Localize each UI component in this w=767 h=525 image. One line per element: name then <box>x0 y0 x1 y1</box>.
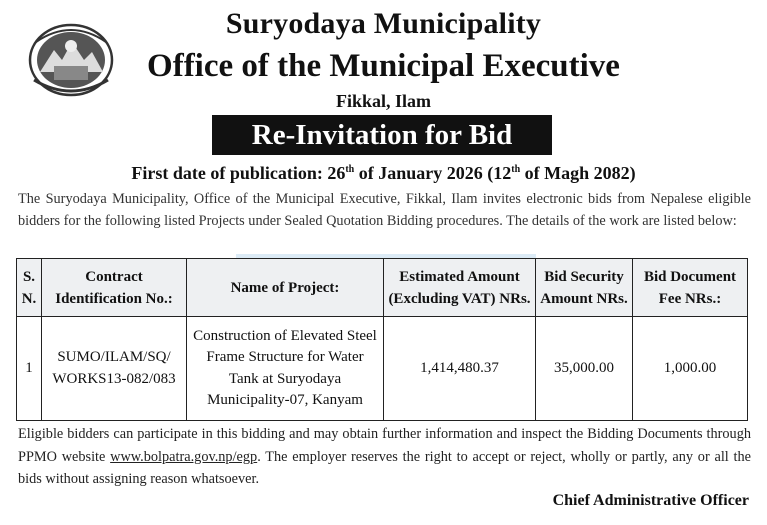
header-estimated-amount: Estimated Amount (Excluding VAT) NRs. <box>384 259 536 317</box>
cell-contract-id: SUMO/ILAM/SQ/ WORKS13-082/083 <box>42 317 187 421</box>
publication-nepali-suffix: th <box>511 164 521 175</box>
signatory-title: Chief Administrative Officer <box>552 492 749 509</box>
header-document-fee: Bid Document Fee NRs.: <box>633 259 748 317</box>
table-header-row <box>17 259 748 317</box>
header-bid-security: Bid Security Amount NRs. <box>536 259 633 317</box>
header-project-name: Name of Project: <box>187 259 384 317</box>
office-name: Office of the Municipal Executive <box>147 48 620 84</box>
cell-project-name: Construction of Elevated Steel Frame Structure for Water Tank at Suryodaya Municipality-07, Kanyam <box>187 317 384 421</box>
publication-date-end: of Magh 2082) <box>520 163 636 183</box>
publication-date-prefix: First date of publication: 26 <box>131 163 346 183</box>
bid-details-table <box>16 258 748 421</box>
cell-sn: 1 <box>17 317 42 421</box>
cell-estimated-amount: 1,414,480.37 <box>384 317 536 421</box>
header-contract-id: Contract Identification No.: <box>42 259 187 317</box>
cell-bid-security: 35,000.00 <box>536 317 633 421</box>
closing-paragraph <box>18 423 751 491</box>
municipality-name: Suryodaya Municipality <box>225 7 542 40</box>
cell-document-fee: 1,000.00 <box>633 317 748 421</box>
closing-text-part2: . The employer reserves the right to accept or reject, wholly or partly, any or all the bids without assigning reason whatsoever. <box>18 448 751 487</box>
notice-title-banner: Re-Invitation for Bid <box>212 115 552 155</box>
intro-paragraph: The Suryodaya Municipality, Office of the Municipal Executive, Fikkal, Ilam invites electronic bids from Nepalese eligible bidders for the following listed Projects under Sealed Quotation Bidding procedures. The details of the work are listed below: <box>18 191 751 229</box>
closing-text-part1: Eligible bidders can participate in this bidding and may obtain further information and inspect the Bidding Documents through PPMO website <box>18 426 751 465</box>
table-row <box>17 317 748 421</box>
header-sn: S. N. <box>17 259 42 317</box>
publication-date-middle: of January 2026 (12 <box>354 163 512 183</box>
publication-day-suffix: th <box>345 164 355 175</box>
publication-date <box>0 162 767 184</box>
office-location: Fikkal, Ilam <box>335 91 432 111</box>
ppmo-website-link[interactable]: www.bolpatra.gov.np/egp <box>110 448 258 465</box>
